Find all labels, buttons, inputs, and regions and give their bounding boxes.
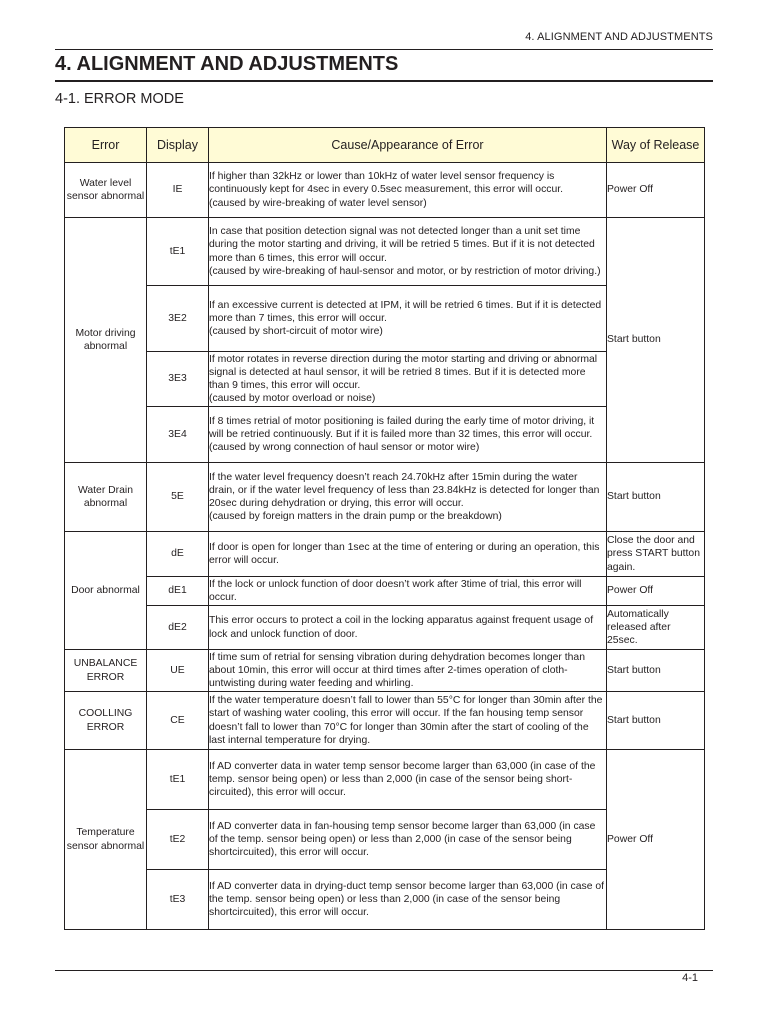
cause-text: If the water level frequency doesn’t reach 24.70kHz after 15min during the water drain, or if the water level frequency of less than 23.84kHz is detected for longer than 20sec during dehydration or drying, this error will occur. xyxy=(209,471,600,509)
error-cell: Water Drain abnormal xyxy=(65,463,147,532)
cause-cell: If AD converter data in water temp sensor become larger than 63,000 (in case of the temp. sensor being open) or less than 2,000 (in case of the sensor being short-circuited), this error will occur. xyxy=(209,750,607,810)
cause-note: (caused by wire-breaking of water level sensor) xyxy=(209,197,427,209)
release-cell: Power Off xyxy=(607,750,705,930)
error-cell: Temperature sensor abnormal xyxy=(65,750,147,930)
display-code: 3E4 xyxy=(147,407,209,463)
error-cell: Motor driving abnormal xyxy=(65,218,147,463)
release-cell: Start button xyxy=(607,692,705,750)
header-cause: Cause/Appearance of Error xyxy=(209,128,607,163)
table-row xyxy=(65,532,705,577)
release-cell: Start button xyxy=(607,650,705,692)
cause-text: If motor rotates in reverse direction during the motor starting and driving or abnormal signal is detected at haul sensor, it will be retried 8 times. But if it is detected more than 9 times, this error will occur. xyxy=(209,353,598,391)
header-error: Error xyxy=(65,128,147,163)
table-row xyxy=(65,650,705,692)
cause-cell: If door is open for longer than 1sec at the time of entering or during an operation, this error will occur. xyxy=(209,532,607,577)
header-display: Display xyxy=(147,128,209,163)
cause-text: If higher than 32kHz or lower than 10kHz of water level sensor frequency is continuously kept for 4sec in every 0.5sec measurement, this error will occur. xyxy=(209,171,564,196)
display-code: IE xyxy=(147,163,209,218)
cause-note: (caused by motor overload or noise) xyxy=(209,393,376,405)
cause-cell xyxy=(209,407,607,463)
cause-note: (caused by wrong connection of haul sensor or motor wire) xyxy=(209,442,480,454)
cause-note: (caused by foreign matters in the drain pump or the breakdown) xyxy=(209,511,502,523)
cause-text: In case that position detection signal was not detected longer than a unit set time during the motor starting and driving, it will be retried 5 times. But if it is not detected more than 6 times, this error will occur. xyxy=(209,226,595,264)
header-divider xyxy=(55,49,713,50)
section-title: 4-1. ERROR MODE xyxy=(55,91,184,107)
cause-cell: If AD converter data in fan-housing temp sensor become larger than 63,000 (in case of the temp. sensor being open) or less than 2,000 (in case of the sensor being shortcircuited), this error will occur. xyxy=(209,810,607,870)
table-row xyxy=(65,463,705,532)
table-row xyxy=(65,606,705,650)
cause-text: If an excessive current is detected at IPM, it will be retried 6 times. But if it is detected more than 7 times, this error will occur. xyxy=(209,299,602,324)
release-cell: Close the door and press START button again. xyxy=(607,532,705,577)
cause-cell: If time sum of retrial for sensing vibration during dehydration becomes longer than about 10min, this error will occur at third times after 2-times operation of cloth-untwisting during water feeding and whirling. xyxy=(209,650,607,692)
cause-cell xyxy=(209,163,607,218)
release-cell: Power Off xyxy=(607,163,705,218)
table-row xyxy=(65,750,705,810)
cause-cell xyxy=(209,352,607,407)
cause-cell: If AD converter data in drying-duct temp sensor become larger than 63,000 (in case of the temp. sensor being open) or less than 2,000 (in case of the sensor being shortcircuited), this error will occur. xyxy=(209,870,607,930)
table-row xyxy=(65,163,705,218)
cause-cell: If the lock or unlock function of door doesn’t work after 3time of trial, this error will occur. xyxy=(209,577,607,606)
display-code: UE xyxy=(147,650,209,692)
cause-cell xyxy=(209,463,607,532)
title-divider xyxy=(55,80,713,82)
page-title: 4. ALIGNMENT AND ADJUSTMENTS xyxy=(55,53,399,75)
display-code: dE2 xyxy=(147,606,209,650)
display-code: tE1 xyxy=(147,750,209,810)
error-cell: UNBALANCE ERROR xyxy=(65,650,147,692)
running-head: 4. ALIGNMENT AND ADJUSTMENTS xyxy=(525,31,713,43)
cause-text: If 8 times retrial of motor positioning is failed during the early time of motor driving, it will be retried continuously. But if it is failed more than 32 times, this error will occur. xyxy=(209,415,595,440)
page-number: 4-1 xyxy=(682,972,698,984)
display-code: dE xyxy=(147,532,209,577)
release-cell: Start button xyxy=(607,218,705,463)
footer-divider xyxy=(55,970,713,971)
release-cell: Automatically released after 25sec. xyxy=(607,606,705,650)
display-code: 3E3 xyxy=(147,352,209,407)
release-cell: Start button xyxy=(607,463,705,532)
table-header-row xyxy=(65,128,705,163)
display-code: 3E2 xyxy=(147,286,209,352)
display-code: tE2 xyxy=(147,810,209,870)
error-cell: Door abnormal xyxy=(65,532,147,650)
cause-cell: This error occurs to protect a coil in the locking apparatus against frequent usage of lock and unlock function of door. xyxy=(209,606,607,650)
cause-cell xyxy=(209,286,607,352)
cause-cell: If the water temperature doesn’t fall to lower than 55°C for longer than 30min after the start of washing water cooling, this error will occur. If the fan housing temp sensor doesn’t fall to lower than 70°C for longer than 30min after the start of cooling of the last internal temperature for drying. xyxy=(209,692,607,750)
display-code: tE1 xyxy=(147,218,209,286)
table-row xyxy=(65,218,705,286)
header-way-of-release: Way of Release xyxy=(607,128,705,163)
cause-note: (caused by wire-breaking of haul-sensor and motor, or by restriction of motor driving.) xyxy=(209,265,601,277)
display-code: dE1 xyxy=(147,577,209,606)
cause-cell xyxy=(209,218,607,286)
error-mode-table xyxy=(64,127,705,930)
error-cell: Water level sensor abnormal xyxy=(65,163,147,218)
display-code: 5E xyxy=(147,463,209,532)
table-row xyxy=(65,692,705,750)
display-code: tE3 xyxy=(147,870,209,930)
error-cell: COOLLING ERROR xyxy=(65,692,147,750)
display-code: CE xyxy=(147,692,209,750)
release-cell: Power Off xyxy=(607,577,705,606)
cause-note: (caused by short-circuit of motor wire) xyxy=(209,326,383,338)
table-row xyxy=(65,577,705,606)
